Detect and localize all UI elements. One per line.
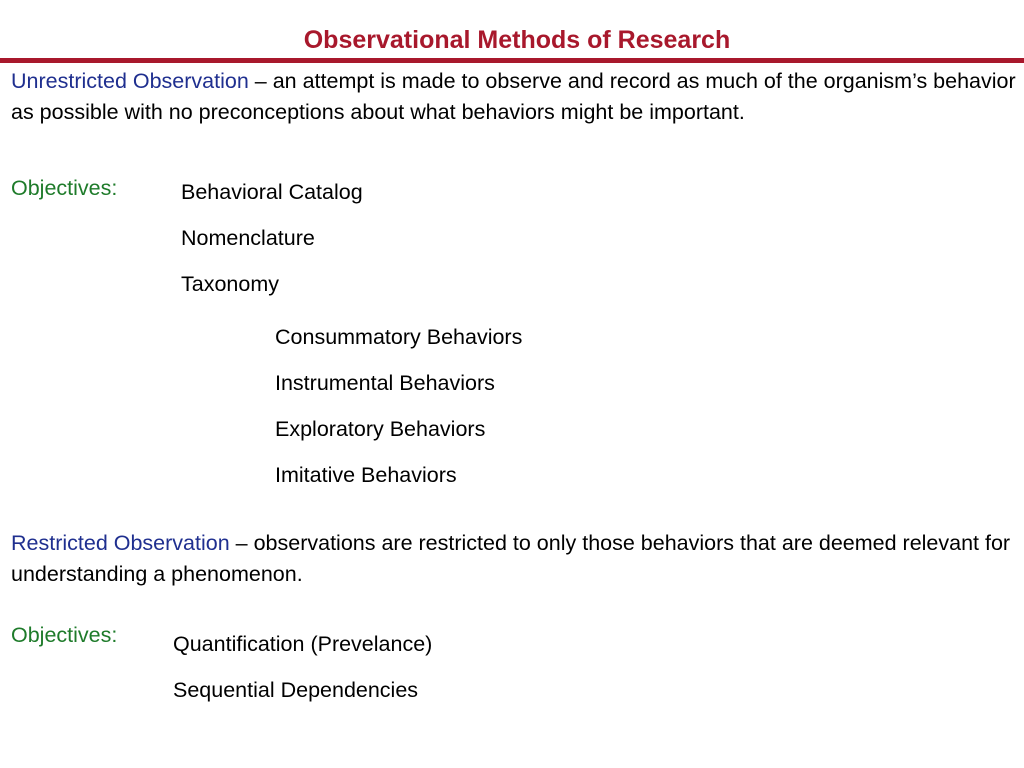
unrestricted-definition xyxy=(11,66,1016,128)
unrestricted-definition-text: – an attempt is made to observe and record as much of the organism’s behavior as possible with no preconceptions about what behaviors might be important. xyxy=(11,69,1016,124)
unrestricted-term: Unrestricted Observation xyxy=(11,69,249,93)
objective-item: Sequential Dependencies xyxy=(173,678,419,702)
behavior-item: Instrumental Behaviors xyxy=(275,371,495,395)
unrestricted-objectives-label: Objectives: xyxy=(11,176,118,200)
slide-title: Observational Methods of Research xyxy=(303,26,731,54)
restricted-objectives-label: Objectives: xyxy=(11,623,118,647)
behavior-item: Imitative Behaviors xyxy=(275,463,457,487)
behavior-item: Consummatory Behaviors xyxy=(275,325,523,349)
title-divider xyxy=(0,58,1024,63)
objective-item: Behavioral Catalog xyxy=(181,180,363,204)
restricted-definition-text: – observations are restricted to only those behaviors that are deemed relevant for understanding a phenomenon. xyxy=(11,531,1011,586)
objective-item: Taxonomy xyxy=(181,272,279,296)
objective-item: Nomenclature xyxy=(181,226,315,250)
restricted-definition xyxy=(11,528,1016,590)
objective-item: Quantification (Prevelance) xyxy=(173,632,433,656)
behavior-item: Exploratory Behaviors xyxy=(275,417,486,441)
restricted-term: Restricted Observation xyxy=(11,531,230,555)
